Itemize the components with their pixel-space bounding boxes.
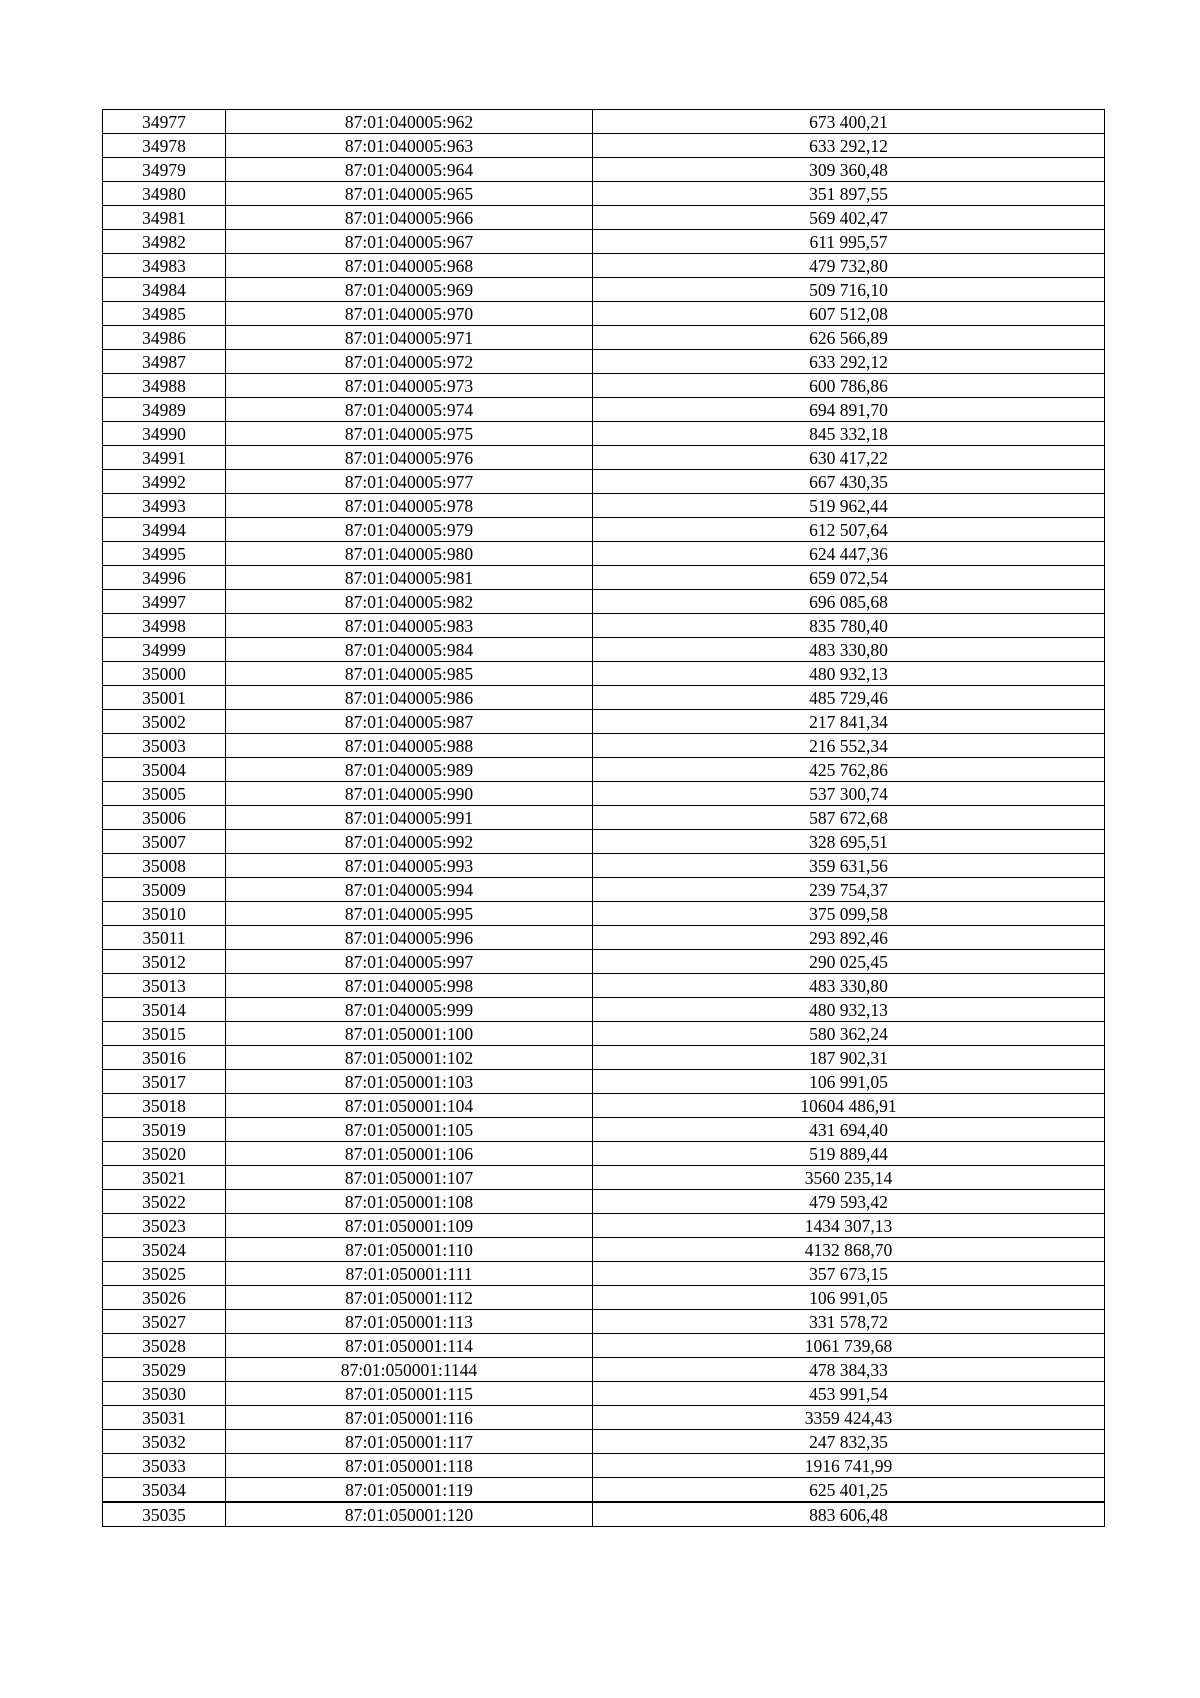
- table-row: [103, 134, 1105, 158]
- table-row: [103, 494, 1105, 518]
- row-number-cell: 35025: [103, 1262, 226, 1286]
- cadastral-value-cell: 479 732,80: [593, 254, 1105, 278]
- row-number-cell: 35018: [103, 1094, 226, 1118]
- cadastral-number-cell: 87:01:040005:971: [226, 326, 593, 350]
- row-number-cell: 35002: [103, 710, 226, 734]
- cadastral-value-cell: 485 729,46: [593, 686, 1105, 710]
- table-row: [103, 350, 1105, 374]
- cadastral-value-cell: 106 991,05: [593, 1286, 1105, 1310]
- row-number-cell: 34988: [103, 374, 226, 398]
- cadastral-value-table: [102, 109, 1105, 1527]
- cadastral-number-cell: 87:01:040005:974: [226, 398, 593, 422]
- cadastral-number-cell: 87:01:050001:118: [226, 1454, 593, 1478]
- cadastral-value-cell: 351 897,55: [593, 182, 1105, 206]
- table-row: [103, 902, 1105, 926]
- table-row: [103, 1022, 1105, 1046]
- row-number-cell: 34983: [103, 254, 226, 278]
- cadastral-value-cell: 625 401,25: [593, 1478, 1105, 1503]
- table-row: [103, 1406, 1105, 1430]
- cadastral-number-cell: 87:01:050001:119: [226, 1478, 593, 1503]
- table-row: [103, 230, 1105, 254]
- row-number-cell: 35016: [103, 1046, 226, 1070]
- cadastral-number-cell: 87:01:040005:975: [226, 422, 593, 446]
- row-number-cell: 35026: [103, 1286, 226, 1310]
- row-number-cell: 35003: [103, 734, 226, 758]
- cadastral-value-cell: 359 631,56: [593, 854, 1105, 878]
- cadastral-number-cell: 87:01:040005:981: [226, 566, 593, 590]
- cadastral-number-cell: 87:01:040005:962: [226, 110, 593, 134]
- cadastral-value-cell: 290 025,45: [593, 950, 1105, 974]
- cadastral-number-cell: 87:01:050001:113: [226, 1310, 593, 1334]
- cadastral-value-cell: 845 332,18: [593, 422, 1105, 446]
- cadastral-number-cell: 87:01:050001:108: [226, 1190, 593, 1214]
- table-row: [103, 686, 1105, 710]
- cadastral-value-cell: 611 995,57: [593, 230, 1105, 254]
- table-row: [103, 758, 1105, 782]
- row-number-cell: 35021: [103, 1166, 226, 1190]
- row-number-cell: 34999: [103, 638, 226, 662]
- row-number-cell: 35009: [103, 878, 226, 902]
- cadastral-value-cell: 239 754,37: [593, 878, 1105, 902]
- table-row: [103, 1094, 1105, 1118]
- table-row: [103, 566, 1105, 590]
- table-row: [103, 1214, 1105, 1238]
- row-number-cell: 34990: [103, 422, 226, 446]
- cadastral-value-cell: 331 578,72: [593, 1310, 1105, 1334]
- cadastral-number-cell: 87:01:050001:100: [226, 1022, 593, 1046]
- row-number-cell: 34987: [103, 350, 226, 374]
- table-row: [103, 542, 1105, 566]
- table-row: [103, 710, 1105, 734]
- row-number-cell: 35033: [103, 1454, 226, 1478]
- cadastral-number-cell: 87:01:040005:982: [226, 590, 593, 614]
- cadastral-value-cell: 519 889,44: [593, 1142, 1105, 1166]
- row-number-cell: 35027: [103, 1310, 226, 1334]
- cadastral-number-cell: 87:01:040005:966: [226, 206, 593, 230]
- table-row: [103, 878, 1105, 902]
- table-row: [103, 806, 1105, 830]
- row-number-cell: 34993: [103, 494, 226, 518]
- cadastral-number-cell: 87:01:040005:988: [226, 734, 593, 758]
- row-number-cell: 35007: [103, 830, 226, 854]
- cadastral-value-cell: 587 672,68: [593, 806, 1105, 830]
- cadastral-number-cell: 87:01:050001:116: [226, 1406, 593, 1430]
- table-row: [103, 158, 1105, 182]
- row-number-cell: 34996: [103, 566, 226, 590]
- cadastral-number-cell: 87:01:040005:999: [226, 998, 593, 1022]
- cadastral-value-cell: 106 991,05: [593, 1070, 1105, 1094]
- table-row: [103, 854, 1105, 878]
- row-number-cell: 34980: [103, 182, 226, 206]
- row-number-cell: 35012: [103, 950, 226, 974]
- cadastral-number-cell: 87:01:050001:104: [226, 1094, 593, 1118]
- cadastral-value-cell: 483 330,80: [593, 974, 1105, 998]
- table-row: [103, 614, 1105, 638]
- table-row: [103, 446, 1105, 470]
- cadastral-number-cell: 87:01:040005:964: [226, 158, 593, 182]
- row-number-cell: 35006: [103, 806, 226, 830]
- cadastral-value-cell: 187 902,31: [593, 1046, 1105, 1070]
- table-row: [103, 1430, 1105, 1454]
- cadastral-value-cell: 328 695,51: [593, 830, 1105, 854]
- row-number-cell: 34978: [103, 134, 226, 158]
- cadastral-value-cell: 1061 739,68: [593, 1334, 1105, 1358]
- row-number-cell: 34982: [103, 230, 226, 254]
- cadastral-value-cell: 309 360,48: [593, 158, 1105, 182]
- table-row: [103, 110, 1105, 134]
- table-row: [103, 1286, 1105, 1310]
- table-row: [103, 998, 1105, 1022]
- cadastral-number-cell: 87:01:040005:973: [226, 374, 593, 398]
- row-number-cell: 34994: [103, 518, 226, 542]
- cadastral-number-cell: 87:01:040005:996: [226, 926, 593, 950]
- row-number-cell: 35000: [103, 662, 226, 686]
- cadastral-number-cell: 87:01:040005:967: [226, 230, 593, 254]
- cadastral-number-cell: 87:01:050001:105: [226, 1118, 593, 1142]
- cadastral-value-cell: 483 330,80: [593, 638, 1105, 662]
- table-row: [103, 278, 1105, 302]
- table-row: [103, 1238, 1105, 1262]
- cadastral-value-cell: 217 841,34: [593, 710, 1105, 734]
- cadastral-value-cell: 694 891,70: [593, 398, 1105, 422]
- cadastral-value-cell: 247 832,35: [593, 1430, 1105, 1454]
- cadastral-number-cell: 87:01:050001:117: [226, 1430, 593, 1454]
- row-number-cell: 35030: [103, 1382, 226, 1406]
- table-row: [103, 1190, 1105, 1214]
- cadastral-number-cell: 87:01:040005:983: [226, 614, 593, 638]
- cadastral-number-cell: 87:01:040005:978: [226, 494, 593, 518]
- row-number-cell: 34979: [103, 158, 226, 182]
- row-number-cell: 35032: [103, 1430, 226, 1454]
- cadastral-number-cell: 87:01:050001:114: [226, 1334, 593, 1358]
- cadastral-number-cell: 87:01:040005:984: [226, 638, 593, 662]
- row-number-cell: 34991: [103, 446, 226, 470]
- row-number-cell: 34984: [103, 278, 226, 302]
- cadastral-value-cell: 509 716,10: [593, 278, 1105, 302]
- cadastral-value-cell: 612 507,64: [593, 518, 1105, 542]
- row-number-cell: 35024: [103, 1238, 226, 1262]
- cadastral-value-cell: 480 932,13: [593, 998, 1105, 1022]
- table-row: [103, 1070, 1105, 1094]
- row-number-cell: 35035: [103, 1502, 226, 1527]
- table-row: [103, 1166, 1105, 1190]
- row-number-cell: 34998: [103, 614, 226, 638]
- row-number-cell: 34985: [103, 302, 226, 326]
- row-number-cell: 35015: [103, 1022, 226, 1046]
- cadastral-value-cell: 580 362,24: [593, 1022, 1105, 1046]
- table-row: [103, 1118, 1105, 1142]
- row-number-cell: 35011: [103, 926, 226, 950]
- cadastral-value-cell: 633 292,12: [593, 350, 1105, 374]
- table-row: [103, 662, 1105, 686]
- cadastral-number-cell: 87:01:040005:993: [226, 854, 593, 878]
- cadastral-value-cell: 293 892,46: [593, 926, 1105, 950]
- cadastral-value-cell: 478 384,33: [593, 1358, 1105, 1382]
- cadastral-value-cell: 659 072,54: [593, 566, 1105, 590]
- table-row: [103, 326, 1105, 350]
- table-row: [103, 1382, 1105, 1406]
- cadastral-value-cell: 696 085,68: [593, 590, 1105, 614]
- cadastral-number-cell: 87:01:050001:111: [226, 1262, 593, 1286]
- table-row: [103, 830, 1105, 854]
- cadastral-value-cell: 667 430,35: [593, 470, 1105, 494]
- cadastral-value-cell: 10604 486,91: [593, 1094, 1105, 1118]
- cadastral-number-cell: 87:01:050001:103: [226, 1070, 593, 1094]
- cadastral-value-cell: 3359 424,43: [593, 1406, 1105, 1430]
- cadastral-value-cell: 431 694,40: [593, 1118, 1105, 1142]
- cadastral-number-cell: 87:01:040005:987: [226, 710, 593, 734]
- row-number-cell: 35005: [103, 782, 226, 806]
- cadastral-value-cell: 607 512,08: [593, 302, 1105, 326]
- cadastral-number-cell: 87:01:050001:106: [226, 1142, 593, 1166]
- cadastral-number-cell: 87:01:050001:110: [226, 1238, 593, 1262]
- cadastral-value-cell: 537 300,74: [593, 782, 1105, 806]
- cadastral-number-cell: 87:01:040005:972: [226, 350, 593, 374]
- table-row: [103, 206, 1105, 230]
- cadastral-value-cell: 835 780,40: [593, 614, 1105, 638]
- row-number-cell: 34992: [103, 470, 226, 494]
- cadastral-value-cell: 673 400,21: [593, 110, 1105, 134]
- row-number-cell: 35034: [103, 1478, 226, 1503]
- row-number-cell: 34997: [103, 590, 226, 614]
- cadastral-value-cell: 453 991,54: [593, 1382, 1105, 1406]
- cadastral-number-cell: 87:01:040005:998: [226, 974, 593, 998]
- cadastral-number-cell: 87:01:040005:965: [226, 182, 593, 206]
- cadastral-number-cell: 87:01:040005:970: [226, 302, 593, 326]
- cadastral-number-cell: 87:01:040005:990: [226, 782, 593, 806]
- row-number-cell: 35010: [103, 902, 226, 926]
- cadastral-number-cell: 87:01:050001:115: [226, 1382, 593, 1406]
- cadastral-number-cell: 87:01:040005:991: [226, 806, 593, 830]
- table-row: [103, 734, 1105, 758]
- cadastral-value-cell: 375 099,58: [593, 902, 1105, 926]
- cadastral-number-cell: 87:01:050001:120: [226, 1502, 593, 1527]
- row-number-cell: 35019: [103, 1118, 226, 1142]
- table-row: [103, 1502, 1105, 1527]
- cadastral-value-cell: 624 447,36: [593, 542, 1105, 566]
- table-row: [103, 1142, 1105, 1166]
- table-row: [103, 782, 1105, 806]
- row-number-cell: 35017: [103, 1070, 226, 1094]
- row-number-cell: 34977: [103, 110, 226, 134]
- table-row: [103, 1262, 1105, 1286]
- cadastral-number-cell: 87:01:040005:979: [226, 518, 593, 542]
- table-row: [103, 590, 1105, 614]
- row-number-cell: 35028: [103, 1334, 226, 1358]
- cadastral-value-cell: 600 786,86: [593, 374, 1105, 398]
- cadastral-value-cell: 1434 307,13: [593, 1214, 1105, 1238]
- cadastral-value-cell: 357 673,15: [593, 1262, 1105, 1286]
- table-row: [103, 974, 1105, 998]
- cadastral-value-cell: 4132 868,70: [593, 1238, 1105, 1262]
- cadastral-value-cell: 1916 741,99: [593, 1454, 1105, 1478]
- cadastral-number-cell: 87:01:040005:992: [226, 830, 593, 854]
- cadastral-value-cell: 519 962,44: [593, 494, 1105, 518]
- cadastral-number-cell: 87:01:040005:963: [226, 134, 593, 158]
- row-number-cell: 34986: [103, 326, 226, 350]
- cadastral-number-cell: 87:01:040005:980: [226, 542, 593, 566]
- cadastral-value-cell: 626 566,89: [593, 326, 1105, 350]
- cadastral-number-cell: 87:01:040005:995: [226, 902, 593, 926]
- row-number-cell: 35029: [103, 1358, 226, 1382]
- cadastral-number-cell: 87:01:040005:976: [226, 446, 593, 470]
- row-number-cell: 35013: [103, 974, 226, 998]
- table-row: [103, 254, 1105, 278]
- row-number-cell: 35020: [103, 1142, 226, 1166]
- row-number-cell: 34989: [103, 398, 226, 422]
- cadastral-number-cell: 87:01:040005:969: [226, 278, 593, 302]
- cadastral-value-cell: 479 593,42: [593, 1190, 1105, 1214]
- cadastral-number-cell: 87:01:050001:112: [226, 1286, 593, 1310]
- cadastral-number-cell: 87:01:040005:985: [226, 662, 593, 686]
- table-row: [103, 638, 1105, 662]
- table-row: [103, 374, 1105, 398]
- cadastral-number-cell: 87:01:040005:977: [226, 470, 593, 494]
- row-number-cell: 34995: [103, 542, 226, 566]
- cadastral-number-cell: 87:01:040005:989: [226, 758, 593, 782]
- cadastral-number-cell: 87:01:050001:109: [226, 1214, 593, 1238]
- table-row: [103, 950, 1105, 974]
- cadastral-number-cell: 87:01:050001:1144: [226, 1358, 593, 1382]
- cadastral-number-cell: 87:01:040005:997: [226, 950, 593, 974]
- row-number-cell: 34981: [103, 206, 226, 230]
- cadastral-number-cell: 87:01:040005:994: [226, 878, 593, 902]
- cadastral-value-cell: 630 417,22: [593, 446, 1105, 470]
- table-body: [103, 110, 1105, 1527]
- table-row: [103, 182, 1105, 206]
- table-row: [103, 302, 1105, 326]
- row-number-cell: 35022: [103, 1190, 226, 1214]
- row-number-cell: 35014: [103, 998, 226, 1022]
- cadastral-value-cell: 569 402,47: [593, 206, 1105, 230]
- cadastral-value-cell: 480 932,13: [593, 662, 1105, 686]
- cadastral-number-cell: 87:01:040005:968: [226, 254, 593, 278]
- table-row: [103, 422, 1105, 446]
- cadastral-value-cell: 883 606,48: [593, 1502, 1105, 1527]
- table-row: [103, 518, 1105, 542]
- table-row: [103, 1358, 1105, 1382]
- cadastral-number-cell: 87:01:040005:986: [226, 686, 593, 710]
- cadastral-value-cell: 425 762,86: [593, 758, 1105, 782]
- row-number-cell: 35001: [103, 686, 226, 710]
- row-number-cell: 35023: [103, 1214, 226, 1238]
- table-row: [103, 398, 1105, 422]
- table-row: [103, 1046, 1105, 1070]
- cadastral-value-cell: 633 292,12: [593, 134, 1105, 158]
- cadastral-value-cell: 216 552,34: [593, 734, 1105, 758]
- table-row: [103, 1310, 1105, 1334]
- table-row: [103, 1454, 1105, 1478]
- cadastral-number-cell: 87:01:050001:102: [226, 1046, 593, 1070]
- table-row: [103, 1334, 1105, 1358]
- table-row: [103, 1478, 1105, 1503]
- row-number-cell: 35008: [103, 854, 226, 878]
- table-row: [103, 470, 1105, 494]
- cadastral-number-cell: 87:01:050001:107: [226, 1166, 593, 1190]
- table-row: [103, 926, 1105, 950]
- row-number-cell: 35004: [103, 758, 226, 782]
- cadastral-value-cell: 3560 235,14: [593, 1166, 1105, 1190]
- row-number-cell: 35031: [103, 1406, 226, 1430]
